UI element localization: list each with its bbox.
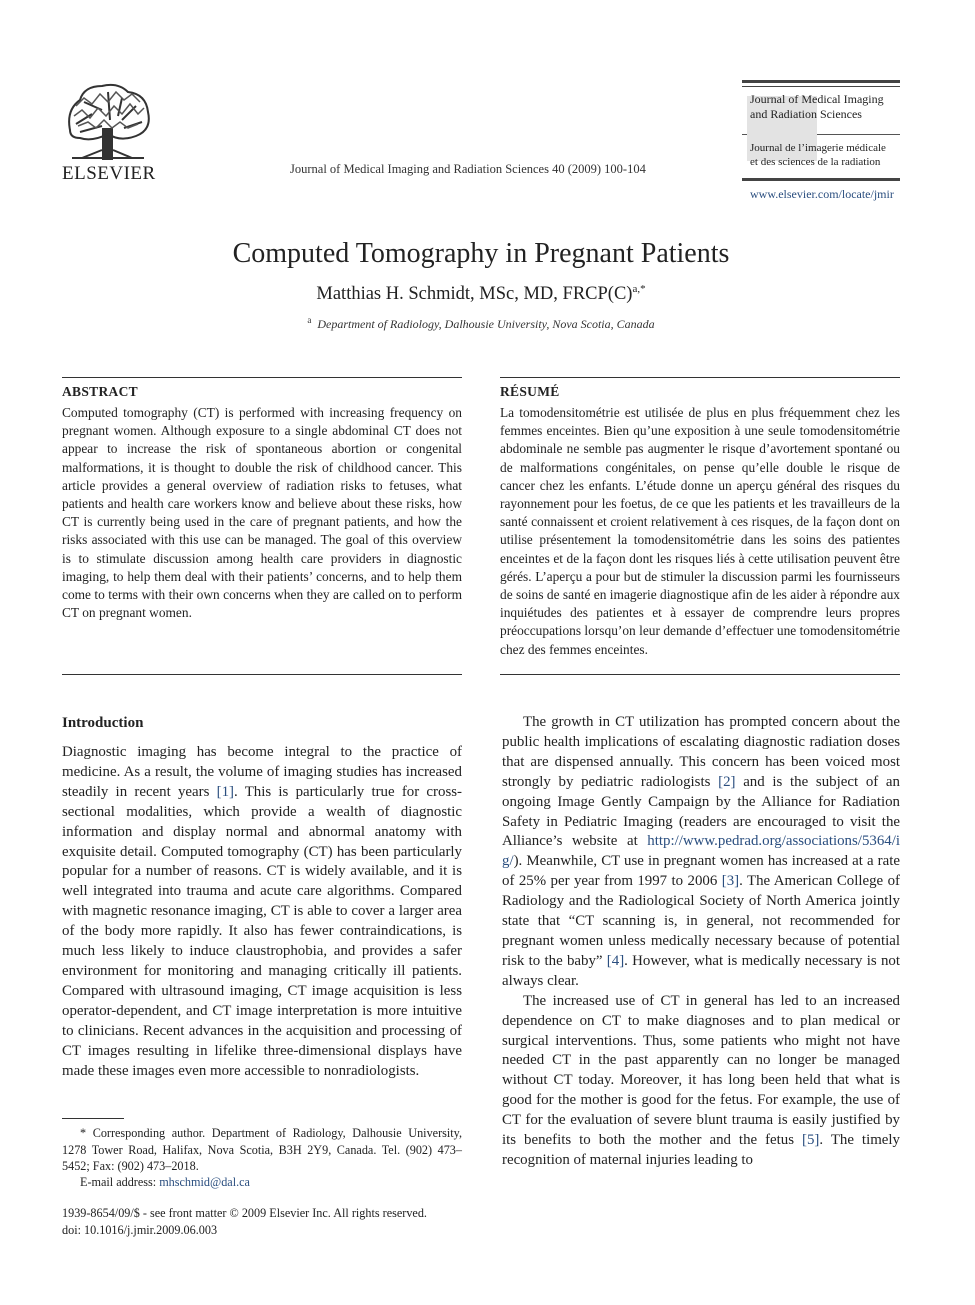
abstract-top-rule	[62, 377, 462, 378]
footnote-rule	[62, 1118, 124, 1119]
footnote-mark: *	[80, 1126, 87, 1140]
journal-url-link[interactable]: www.elsevier.com/locate/jmir	[750, 187, 894, 201]
citation-link[interactable]: [5]	[802, 1132, 820, 1149]
introduction-heading: Introduction	[62, 715, 144, 731]
issn-line: 1939-8654/09/$ - see front matter © 2009 Elsevier Inc. All rights reserved.	[62, 1206, 427, 1220]
resume-heading: RÉSUMÉ	[500, 384, 560, 399]
article-author	[0, 283, 962, 305]
author-name: Matthias H. Schmidt, MSc, MD, FRCP(C)	[316, 284, 633, 305]
abstract-bottom-rule	[62, 674, 462, 675]
journal-box-top-rule	[742, 80, 900, 87]
article-title: Computed Tomography in Pregnant Patients	[232, 238, 730, 269]
intro-paragraph: Diagnostic imaging has become integral to the practice of medicine. As a result, the volume of imaging studies has increased steadily in recent years [1]. This is particularly true for cross-sectional modalities, which provide a wealth of diagnostic information and display normal and abnormal anatomy with exquisite detail. Computed tomography (CT) has been particularly popular for a number of reasons. CT is widely available, and it is well integrated into trauma and acute care algorithms. Compared with magnetic resonance imaging, CT is able to cover a larger area of the body more rapidly. It also has fewer contraindications, is much less likely to induce claustrophobia, and provides a safer environment for monitoring and managing critically ill patients. Compared with ultrasound imaging, CT image acquisition is less operator-dependent, and CT image interpretation is more intuitive to clinicians. Recent advances in the acquisition and processing of CT images resulting in lifelike three-dimensional displays have made these images even more accessible to nonradiologists.	[62, 744, 462, 1079]
abstract-text: Computed tomography (CT) is performed with increasing frequency on pregnant women. Although exposure to a single abdominal CT does not appear to increase the risk of spontaneous abortion or congenital malformations, it is thought to double the risk of childhood cancer. This article provides a general overview of radiation risks to fetuses, what patients and health care workers know and believe about these risks, how CT is currently being used in the care of pregnant patients, and how the risks associated with this use can be managed. The goal of this overview is to stimulate discussion among health care providers in diagnostic imaging, to help them deal with their patients’ concerns, and to help them come to terms with their own concerns when they are called on to perform CT on pregnant women.	[62, 405, 462, 621]
resume-top-rule	[500, 377, 900, 378]
citation-link[interactable]: [4]	[606, 952, 625, 969]
right-column-body	[502, 713, 900, 1171]
corresponding-author-note: * Corresponding author. Department of Radiology, Dalhousie University, 1278 Tower Road, Halifax, Nova Scotia, B3H 2Y9, Canada. Tel. (902) 473–5452; Fax: (902) 473–2018.	[62, 1126, 462, 1173]
journal-box	[742, 80, 900, 202]
doi-line: doi: 10.1016/j.jmir.2009.06.003	[62, 1223, 218, 1237]
body-paragraph: The growth in CT utilization has prompted concern about the public health implications of escalating diagnostic radiation doses that are dispensed annually. This concern has been voiced most strongly by pediatric radiologists [2] and is the subject of an ongoing Image Gently Campaign by the Alliance for Radiation Safety in Pediatric Imaging (readers are encouraged to visit the Alliance’s website at http://www.pedrad.org/associations/5364/ig/). Meanwhile, CT use in pregnant women has increased at a rate of 25% per year from 1997 to 2006 [3]. The American College of Radiology and the Radiological Society of North America jointly state that “CT scanning is, in general, not recommended for pregnant women unless medically necessary because of potential risk to the baby” [4]. However, what is medically necessary is not always clear.	[502, 714, 900, 989]
author-affiliation: $^a$ Department of Radiology, Dalhousie University, Nova Scotia, Canada	[307, 315, 655, 331]
citation-link[interactable]: [1]	[216, 783, 235, 800]
email-link[interactable]: mhschmid@dal.ca	[159, 1175, 250, 1189]
email-note: E-mail address: mhschmid@dal.ca	[80, 1175, 250, 1189]
citation-link[interactable]: [3]	[721, 873, 740, 890]
affiliation-mark: a	[307, 315, 312, 325]
author-marks: a,*	[632, 283, 646, 295]
elsevier-tree-logo	[62, 80, 154, 162]
alliance-website-link[interactable]: http://www.pedrad.org/associations/5364/ig/	[502, 833, 900, 870]
journal-citation: Journal of Medical Imaging and Radiation Sciences 40 (2009) 100-104	[290, 162, 646, 176]
citation-link[interactable]: [2]	[718, 773, 736, 790]
resume-text: La tomodensitométrie est utilisée de plus en plus fréquemment chez les femmes enceintes. Bien qu’une exposition à une seule tomodensitométrie abdominale ne semble pas augmenter le risque d’avortement spontané ou de malformations congénitales, on pense qu’elle double le risque de cancer chez les enfants. L’étude donne un aperçu général des risques du rayonnement pour les foetus, de ce que les patients et les travailleurs de la santé connaissent et croient relativement à ces risques, de la façon dont on utilise présentement la tomodensitométrie dans les soins des patientes enceintes et de la façon dont les risques liés à cette utilisation peuvent être gérés. L’aperçu a pour but de stimuler la discussion parmi les fournisseurs de soins de santé en imagerie diagnostique afin de les aider à répondre aux inquiétudes des patientes et à essayer de comprendre leurs propres préoccupations lorsqu’on leur demande d’effectuer une tomodensitométrie chez des femmes enceintes.	[500, 405, 900, 657]
resume-bottom-rule	[500, 674, 900, 675]
journal-box-bottom-rule	[742, 178, 900, 181]
abstract-heading: ABSTRACT	[62, 384, 138, 399]
publisher-name: ELSEVIER	[62, 163, 156, 184]
journal-name-fr: Journal de l’imagerie médicale et des sciences de la radiation	[750, 142, 886, 168]
introduction-body	[62, 743, 462, 1081]
journal-name-en: Journal of Medical Imaging and Radiation Sciences	[750, 92, 884, 121]
body-paragraph: The increased use of CT in general has led to an increased dependence on CT to make diagnoses and to plan medical or surgical interventions. Thus, some patients who might not have needed CT in the past apparently can no longer be managed without CT today. Moreover, it has long been held that what is good for the mother is good for the fetus. For example, the use of CT for the evaluation of severe blunt trauma is easily justified by its benefits to both the mother and the fetus [5]. The timely recognition of maternal injuries leading to	[502, 992, 900, 1168]
